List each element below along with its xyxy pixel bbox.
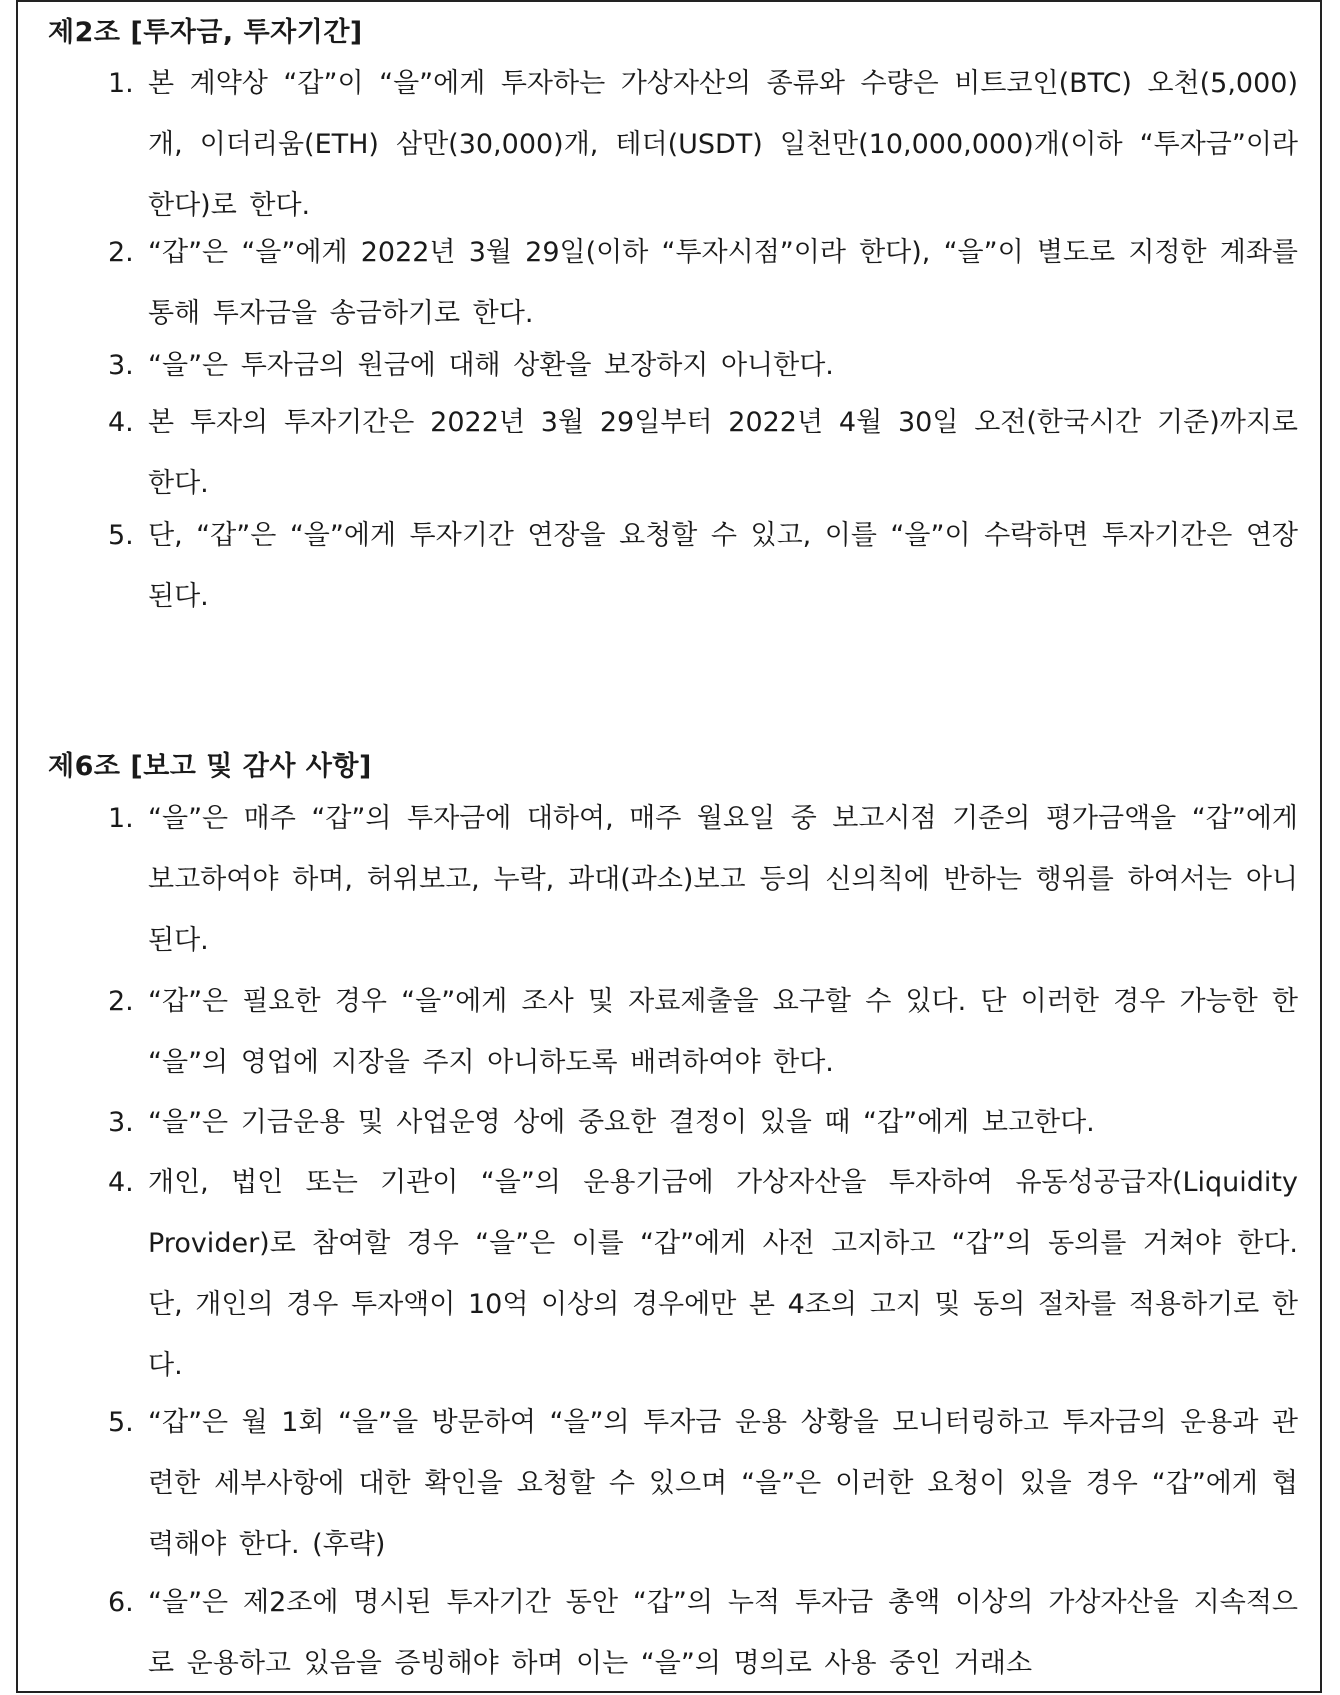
article-2-clause-1	[108, 53, 1298, 236]
clause-text: “을”은 제2조에 명시된 투자기간 동안 “갑”의 누적 투자금 총액 이상의 가상자산을 지속적으로 운용하고 있음을 증빙해야 하며 이는 “을”의 명의로 사용 중인 거래소	[148, 1587, 1298, 1679]
clause-text: 개인, 법인 또는 기관이 “을”의 운용기금에 가상자산을 투자하여 유동성공급자(Liquidity Provider)로 참여할 경우 “을”은 이를 “갑”에게 사전 고지하고 “갑”의 동의를 거쳐야 한다. 단, 개인의 경우 투자액이 10억 이상의 경우에만 본 4조의 고지 및 동의 절차를 적용하기로 한다.	[148, 1167, 1298, 1381]
article-2-clause-2	[108, 222, 1298, 344]
article-6-clause-2	[108, 971, 1298, 1093]
article-6-clause-1	[108, 788, 1298, 971]
clause-text: 본 계약상 “갑”이 “을”에게 투자하는 가상자산의 종류와 수량은 비트코인(BTC) 오천(5,000)개, 이더리움(ETH) 삼만(30,000)개, 테더(USDT) 일천만(10,000,000)개(이하 “투자금”이라 한다)로 한다.	[148, 68, 1298, 221]
clause-text: “갑”은 “을”에게 2022년 3월 29일(이하 “투자시점”이라 한다), “을”이 별도로 지정한 계좌를 통해 투자금을 송금하기로 한다.	[148, 237, 1298, 329]
clause-number: 3.	[108, 1107, 134, 1138]
article-2-clause-4	[108, 392, 1298, 514]
clause-number: 5.	[108, 1407, 134, 1438]
clause-text: 본 투자의 투자기간은 2022년 3월 29일부터 2022년 4월 30일 오전(한국시간 기준)까지로 한다.	[148, 407, 1298, 499]
article-2-heading: 제2조 [투자금, 투자기간]	[48, 17, 363, 48]
article-6-clause-3	[108, 1092, 1298, 1153]
article-2-clause-3	[108, 335, 1298, 396]
clause-number: 1.	[108, 68, 134, 99]
article-6-heading: 제6조 [보고 및 감사 사항]	[48, 751, 372, 782]
clause-number: 1.	[108, 803, 134, 834]
clause-number: 5.	[108, 520, 134, 551]
clause-number: 3.	[108, 350, 134, 381]
article-2-clause-5	[108, 505, 1298, 627]
clause-text: “을”은 투자금의 원금에 대해 상환을 보장하지 아니한다.	[148, 350, 834, 381]
clause-number: 2.	[108, 237, 134, 268]
clause-text: “갑”은 필요한 경우 “을”에게 조사 및 자료제출을 요구할 수 있다. 단 이러한 경우 가능한 한 “을”의 영업에 지장을 주지 아니하도록 배려하여야 한다.	[148, 986, 1298, 1078]
article-6-clause-4	[108, 1152, 1298, 1396]
clause-text: 단, “갑”은 “을”에게 투자기간 연장을 요청할 수 있고, 이를 “을”이 수락하면 투자기간은 연장된다.	[148, 520, 1298, 612]
article-6-clause-5	[108, 1392, 1298, 1575]
clause-text: “갑”은 월 1회 “을”을 방문하여 “을”의 투자금 운용 상황을 모니터링하고 투자금의 운용과 관련한 세부사항에 대한 확인을 요청할 수 있으며 “을”은 이러한 요청이 있을 경우 “갑”에게 협력해야 한다. (후략)	[148, 1407, 1298, 1560]
clause-number: 4.	[108, 407, 134, 438]
document-frame	[16, 0, 1322, 1693]
clause-number: 6.	[108, 1587, 134, 1618]
clause-text: “을”은 기금운용 및 사업운영 상에 중요한 결정이 있을 때 “갑”에게 보고한다.	[148, 1107, 1095, 1138]
clause-number: 2.	[108, 986, 134, 1017]
clause-number: 4.	[108, 1167, 134, 1198]
article-6-clause-6	[108, 1572, 1298, 1693]
clause-text: “을”은 매주 “갑”의 투자금에 대하여, 매주 월요일 중 보고시점 기준의 평가금액을 “갑”에게 보고하여야 하며, 허위보고, 누락, 과대(과소)보고 등의 신의칙에 반하는 행위를 하여서는 아니 된다.	[148, 803, 1298, 956]
